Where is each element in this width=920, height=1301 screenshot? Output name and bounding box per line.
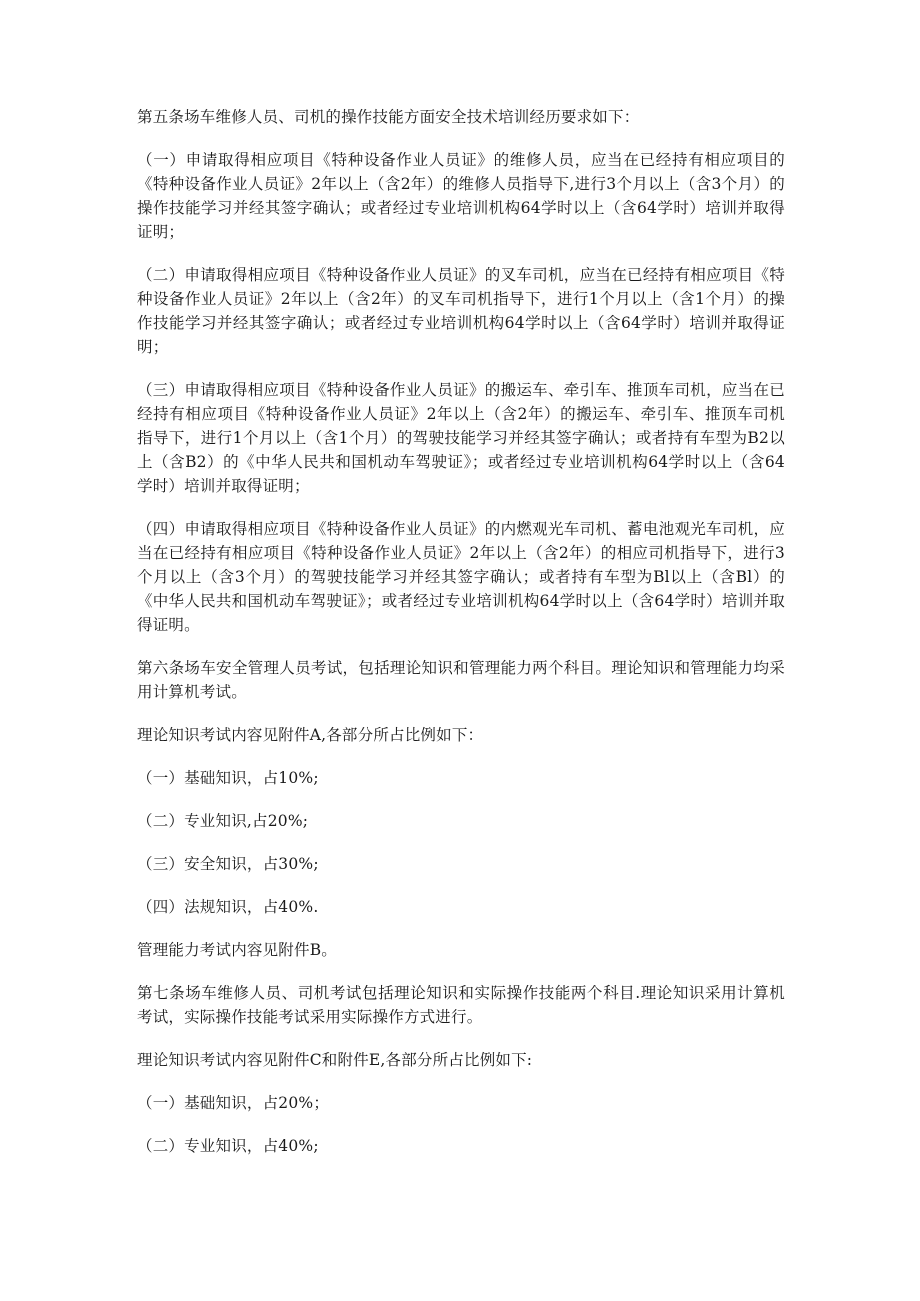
theory-exam-item-safety: （三）安全知识，占30%; [137,855,319,873]
article-5-item-4: （四）申请取得相应项目《特种设备作业人员证》的内燃观光车司机、蓄电池观光车司机，应当在已经持有相应项目《特种设备作业人员证》2年以上（含2年）的相应司机指导下，进行3个月以上（含3个月）的驾驶技能学习并经其签字确认；或者持有车型为Bl以上（含Bl）的《中华人民共和国机动车驾驶证》；或者经过专业培训机构64学时以上（含64学时）培训并取得证明。 [137,520,785,634]
article-5-heading: 第五条场车维修人员、司机的操作技能方面安全技术培训经历要求如下： [137,108,640,126]
management-exam-note: 管理能力考试内容见附件B。 [137,941,337,959]
article-5-item-2: （二）申请取得相应项目《特种设备作业人员证》的叉车司机，应当在已经持有相应项目《特种设备作业人员证》2年以上（含2年）的叉车司机指导下，进行1个月以上（含1个月）的操作技能学习并经其签字确认；或者经过专业培训机构64学时以上（含64学时）培训并取得证明； [137,266,785,356]
theory-exam-item-basic: （一）基础知识，占10%; [137,769,319,787]
theory-exam-2-item-basic: （一）基础知识，占20%； [137,1094,330,1112]
theory-exam-intro-2: 理论知识考试内容见附件C和附件E,各部分所占比例如下: [137,1051,533,1069]
theory-exam-intro: 理论知识考试内容见附件A,各部分所占比例如下： [137,726,484,744]
article-7-heading: 第七条场车维修人员、司机考试包括理论知识和实际操作技能两个科目.理论知识采用计算机考试，实际操作技能考试采用实际操作方式进行。 [137,984,785,1026]
theory-exam-item-professional: （二）专业知识,占20%; [137,812,309,830]
article-6-heading: 第六条场车安全管理人员考试，包括理论知识和管理能力两个科目。理论知识和管理能力均采用计算机考试。 [137,659,785,701]
theory-exam-item-regulation: （四）法规知识，占40%. [137,898,319,916]
article-5-item-3: （三）申请取得相应项目《特种设备作业人员证》的搬运车、牵引车、推顶车司机，应当在已经持有相应项目《特种设备作业人员证》2年以上（含2年）的搬运车、牵引车、推顶车司机指导下，进行1个月以上（含1个月）的驾驶技能学习并经其签字确认；或者持有车型为B2以上（含B2）的《中华人民共和国机动车驾驶证》；或者经过专业培训机构64学时以上（含64学时）培训并取得证明； [137,381,785,495]
theory-exam-2-item-professional: （二）专业知识，占40%; [137,1137,319,1155]
article-5-item-1: （一）申请取得相应项目《特种设备作业人员证》的维修人员，应当在已经持有相应项目的《特种设备作业人员证》2年以上（含2年）的维修人员指导下,进行3个月以上（含3个月）的操作技能学习并经其签字确认；或者经过专业培训机构64学时以上（含64学时）培训并取得证明； [137,151,785,241]
